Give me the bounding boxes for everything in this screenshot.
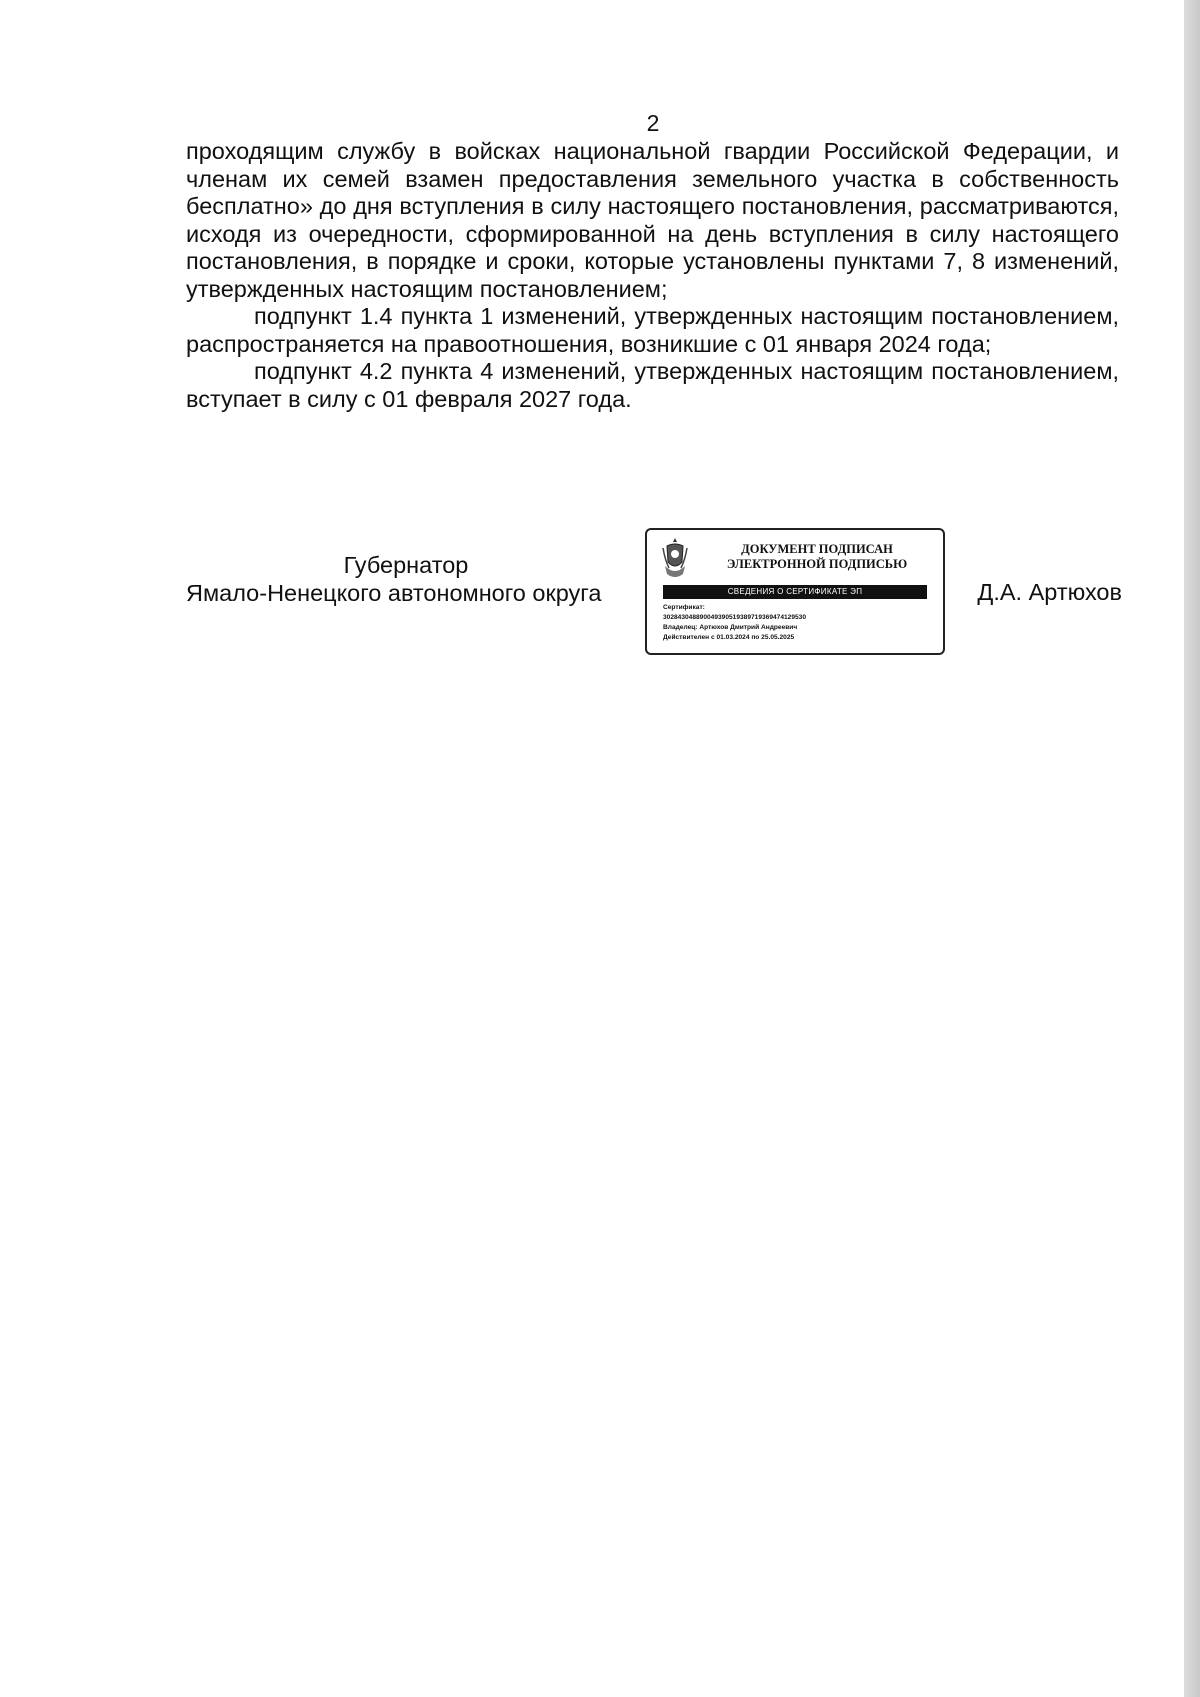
signatory-position bbox=[186, 552, 636, 607]
stamp-title-line1: ДОКУМЕНТ ПОДПИСАН bbox=[741, 542, 893, 556]
paragraph-2: подпункт 1.4 пункта 1 изменений, утвержденных настоящим постановлением, распространяется на правоотношения, возникшие с 01 января 2024 года; bbox=[186, 303, 1119, 357]
certificate-number: 302843048890049390519389719369474129530 bbox=[663, 614, 807, 621]
paragraph-3: подпункт 4.2 пункта 4 изменений, утвержденных настоящим постановлением, вступает в силу с 01 февраля 2027 года. bbox=[186, 358, 1119, 412]
certificate-validity: Действителен с 01.03.2024 по 25.05.2025 bbox=[663, 634, 795, 641]
signatory-name: Д.А. Артюхов bbox=[977, 579, 1122, 605]
certificate-info-bar: СВЕДЕНИЯ О СЕРТИФИКАТЕ ЭП bbox=[663, 585, 927, 599]
page-number: 2 bbox=[646, 110, 660, 136]
paragraph-1: проходящим службу в войсках национальной гвардии Российской Федерации, и членам их семей взамен предоставления земельного участка в собственность бесплатно» до дня вступления в силу настоящего постановления, рассматриваются, исходя из очередности, сформированной на день вступления в силу настоящего постановления, в порядке и сроки, которые установлены пунктами 7, 8 изменений, утвержденных настоящим постановлением; bbox=[186, 138, 1119, 302]
electronic-signature-stamp bbox=[645, 528, 945, 655]
certificate-owner: Владелец: Артюхов Дмитрий Андреевич bbox=[663, 624, 798, 631]
signatory-region: Ямало-Ненецкого автономного округа bbox=[186, 579, 602, 606]
signatory-title: Губернатор bbox=[343, 552, 469, 578]
certificate-label: Сертификат: bbox=[663, 604, 705, 611]
stamp-title bbox=[697, 542, 937, 572]
page-edge-shadow bbox=[1184, 0, 1200, 1697]
certificate-details bbox=[663, 603, 933, 643]
document-body bbox=[186, 138, 1119, 413]
coat-of-arms-icon bbox=[661, 536, 689, 580]
stamp-title-line2: ЭЛЕКТРОННОЙ ПОДПИСЬЮ bbox=[726, 557, 908, 571]
